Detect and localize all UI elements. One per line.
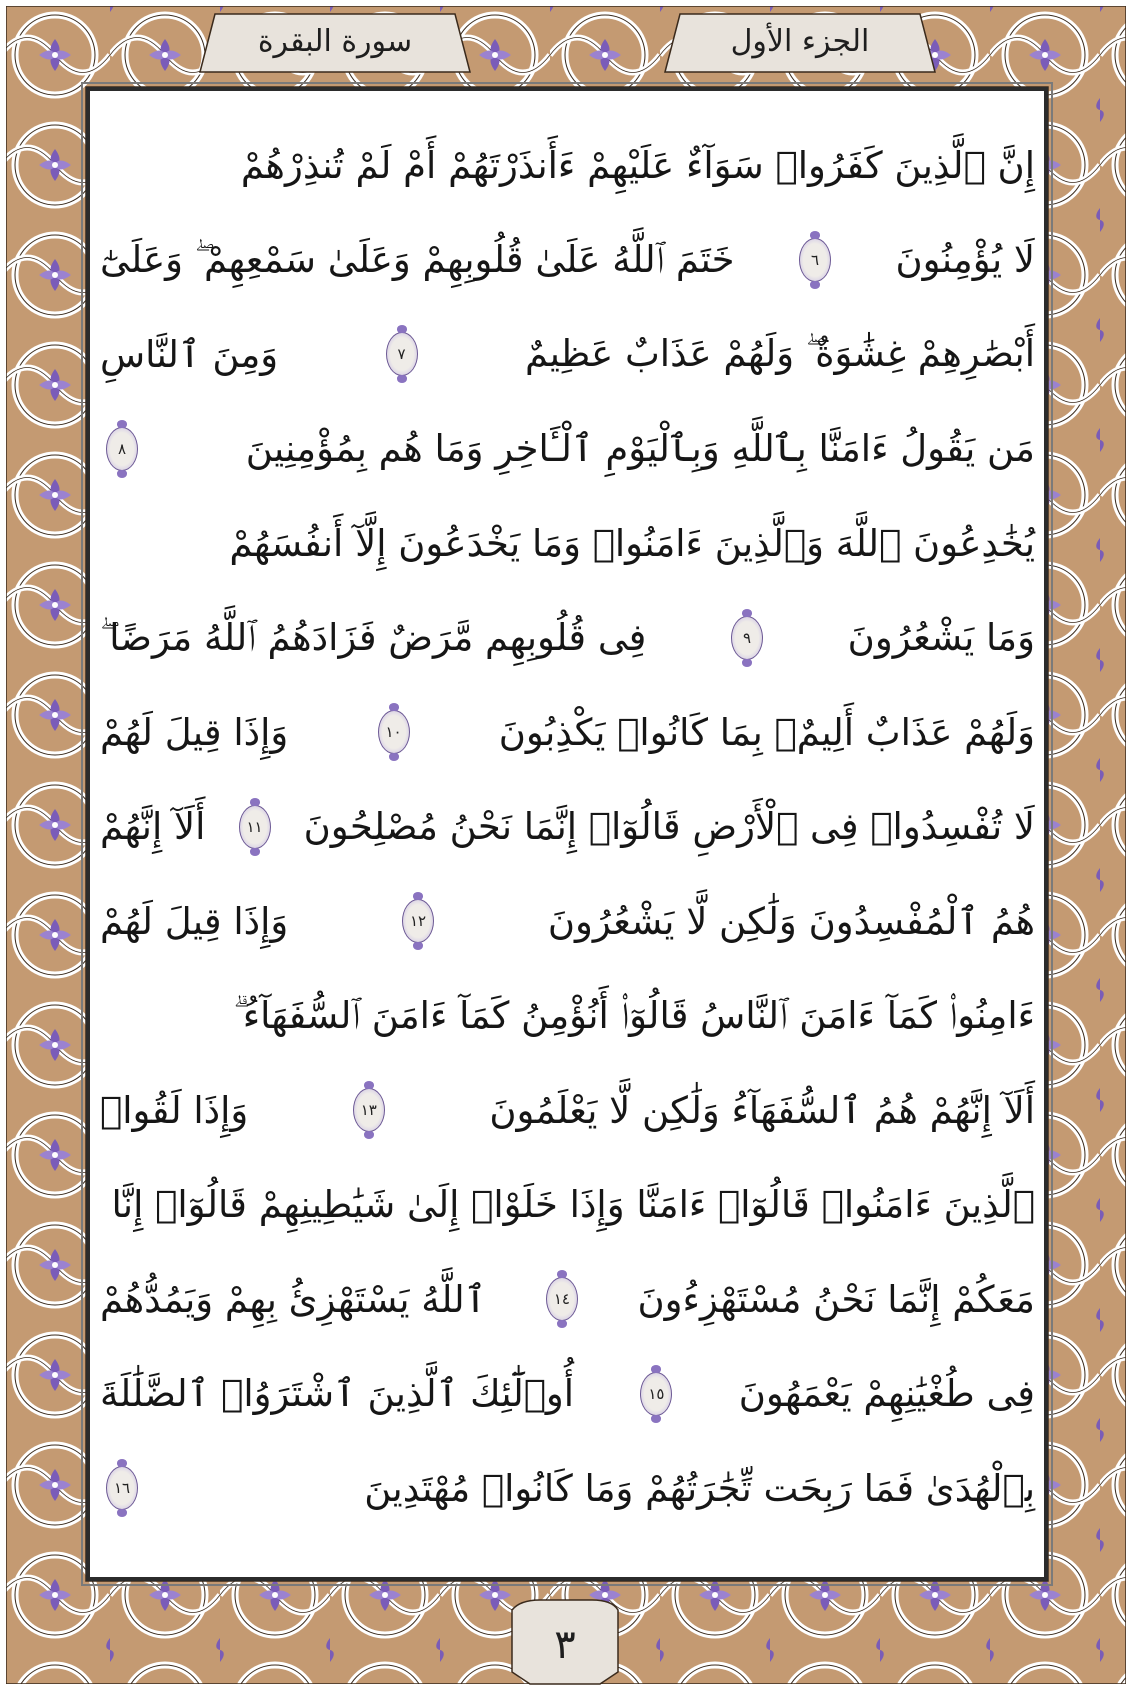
text-line bbox=[100, 969, 1035, 1064]
verse-text: لَا يُؤْمِنُونَ bbox=[895, 238, 1035, 282]
verse-text: إِنَّ ٱلَّذِينَ كَفَرُوا۟ سَوَآءٌ عَلَيْهِمْ ءَأَنذَرْتَهُمْ أَمْ لَمْ تُنذِرْهُمْ bbox=[240, 143, 1035, 187]
verse-text: لَا تُفْسِدُوا۟ فِى ٱلْأَرْضِ قَالُوٓا۟ إِنَّمَا نَحْنُ مُصْلِحُونَ bbox=[303, 805, 1035, 849]
verse-text: وَمِنَ ٱلنَّاسِ bbox=[100, 332, 279, 376]
text-line bbox=[100, 213, 1035, 308]
verse-text: ءَامِنُوا۟ كَمَآ ءَامَنَ ٱلنَّاسُ قَالُوٓا۟ أَنُؤْمِنُ كَمَآ ءَامَنَ ٱلسُّفَهَآءُ ۗ bbox=[233, 993, 1035, 1037]
surah-label: سورة البقرة bbox=[257, 23, 413, 59]
verse-text: بِٱلْهُدَىٰ فَمَا رَبِحَت تِّجَٰرَتُهُمْ وَمَا كَانُوا۟ مُهْتَدِينَ bbox=[364, 1466, 1035, 1510]
text-line bbox=[100, 1347, 1035, 1442]
verse-text: وَإِذَا لَقُوا۟ bbox=[100, 1088, 249, 1132]
text-line bbox=[100, 874, 1035, 969]
text-line bbox=[100, 118, 1035, 213]
verse-text: ٱلَّذِينَ ءَامَنُوا۟ قَالُوٓا۟ ءَامَنَّا وَإِذَا خَلَوْا۟ إِلَىٰ شَيَٰطِينِهِمْ قَالُوٓا۟ إِنَّا bbox=[111, 1183, 1035, 1227]
verse-text: هُمُ ٱلْمُفْسِدُونَ وَلَٰكِن لَّا يَشْعُرُونَ bbox=[547, 899, 1035, 943]
verse-text: مَعَكُمْ إِنَّمَا نَحْنُ مُسْتَهْزِءُونَ bbox=[637, 1277, 1035, 1321]
ayah-number-marker: ١٦ bbox=[106, 1466, 138, 1510]
ayah-number-marker: ١٣ bbox=[353, 1088, 385, 1132]
verse-text: وَإِذَا قِيلَ لَهُمْ bbox=[100, 899, 289, 943]
text-line bbox=[100, 307, 1035, 402]
verse-text: أَلَآ إِنَّهُمْ bbox=[100, 805, 206, 849]
ayah-number-marker: ١٥ bbox=[640, 1372, 672, 1416]
verse-text: وَمَا يَشْعُرُونَ bbox=[847, 616, 1035, 660]
quran-text bbox=[100, 118, 1035, 1536]
ayah-number-marker: ٦ bbox=[799, 238, 831, 282]
page-number: ٣ bbox=[554, 1622, 576, 1668]
verse-text: يُخَٰدِعُونَ ٱللَّهَ وَٱلَّذِينَ ءَامَنُوا۟ وَمَا يَخْدَعُونَ إِلَّآ أَنفُسَهُمْ bbox=[229, 521, 1035, 565]
ayah-number-marker: ٨ bbox=[106, 427, 138, 471]
verse-text: خَتَمَ ٱللَّهُ عَلَىٰ قُلُوبِهِمْ وَعَلَىٰ سَمْعِهِمْ ۖ وَعَلَىٰٓ bbox=[100, 237, 735, 281]
verse-text: أَبْصَٰرِهِمْ غِشَٰوَةٌ ۖ وَلَهُمْ عَذَابٌ عَظِيمٌ bbox=[524, 332, 1035, 376]
verse-text: أَلَآ إِنَّهُمْ هُمُ ٱلسُّفَهَآءُ وَلَٰكِن لَّا يَعْلَمُونَ bbox=[489, 1088, 1035, 1132]
text-line bbox=[100, 496, 1035, 591]
ayah-number-marker: ٧ bbox=[386, 332, 418, 376]
verse-text: وَلَهُمْ عَذَابٌ أَلِيمٌۢ بِمَا كَانُوا۟ يَكْذِبُونَ bbox=[498, 710, 1035, 754]
verse-text: مَن يَقُولُ ءَامَنَّا بِٱللَّهِ وَبِٱلْيَوْمِ ٱلْـَٔاخِرِ وَمَا هُم بِمُؤْمِنِينَ bbox=[245, 427, 1035, 471]
ayah-number-marker: ٩ bbox=[731, 616, 763, 660]
ayah-number-marker: ١٠ bbox=[378, 710, 410, 754]
text-line bbox=[100, 685, 1035, 780]
verse-text: ٱللَّهُ يَسْتَهْزِئُ بِهِمْ وَيَمُدُّهُمْ bbox=[100, 1277, 487, 1321]
ayah-number-marker: ١٤ bbox=[546, 1277, 578, 1321]
text-line bbox=[100, 1252, 1035, 1347]
ayah-number-marker: ١١ bbox=[239, 805, 271, 849]
text-line bbox=[100, 402, 1035, 497]
verse-text: أُو۟لَٰٓئِكَ ٱلَّذِينَ ٱشْتَرَوُا۟ ٱلضَّلَٰلَةَ bbox=[100, 1372, 575, 1416]
ayah-number-marker: ١٢ bbox=[402, 899, 434, 943]
text-line bbox=[100, 780, 1035, 875]
text-line bbox=[100, 591, 1035, 686]
text-line bbox=[100, 1063, 1035, 1158]
text-line bbox=[100, 1158, 1035, 1253]
verse-text: وَإِذَا قِيلَ لَهُمْ bbox=[100, 710, 289, 754]
juz-label: الجزء الأول bbox=[730, 23, 870, 59]
text-line bbox=[100, 1441, 1035, 1536]
verse-text: فِى قُلُوبِهِم مَّرَضٌ فَزَادَهُمُ ٱللَّهُ مَرَضًا ۖ bbox=[100, 615, 647, 659]
verse-text: فِى طُغْيَٰنِهِمْ يَعْمَهُونَ bbox=[738, 1372, 1035, 1416]
